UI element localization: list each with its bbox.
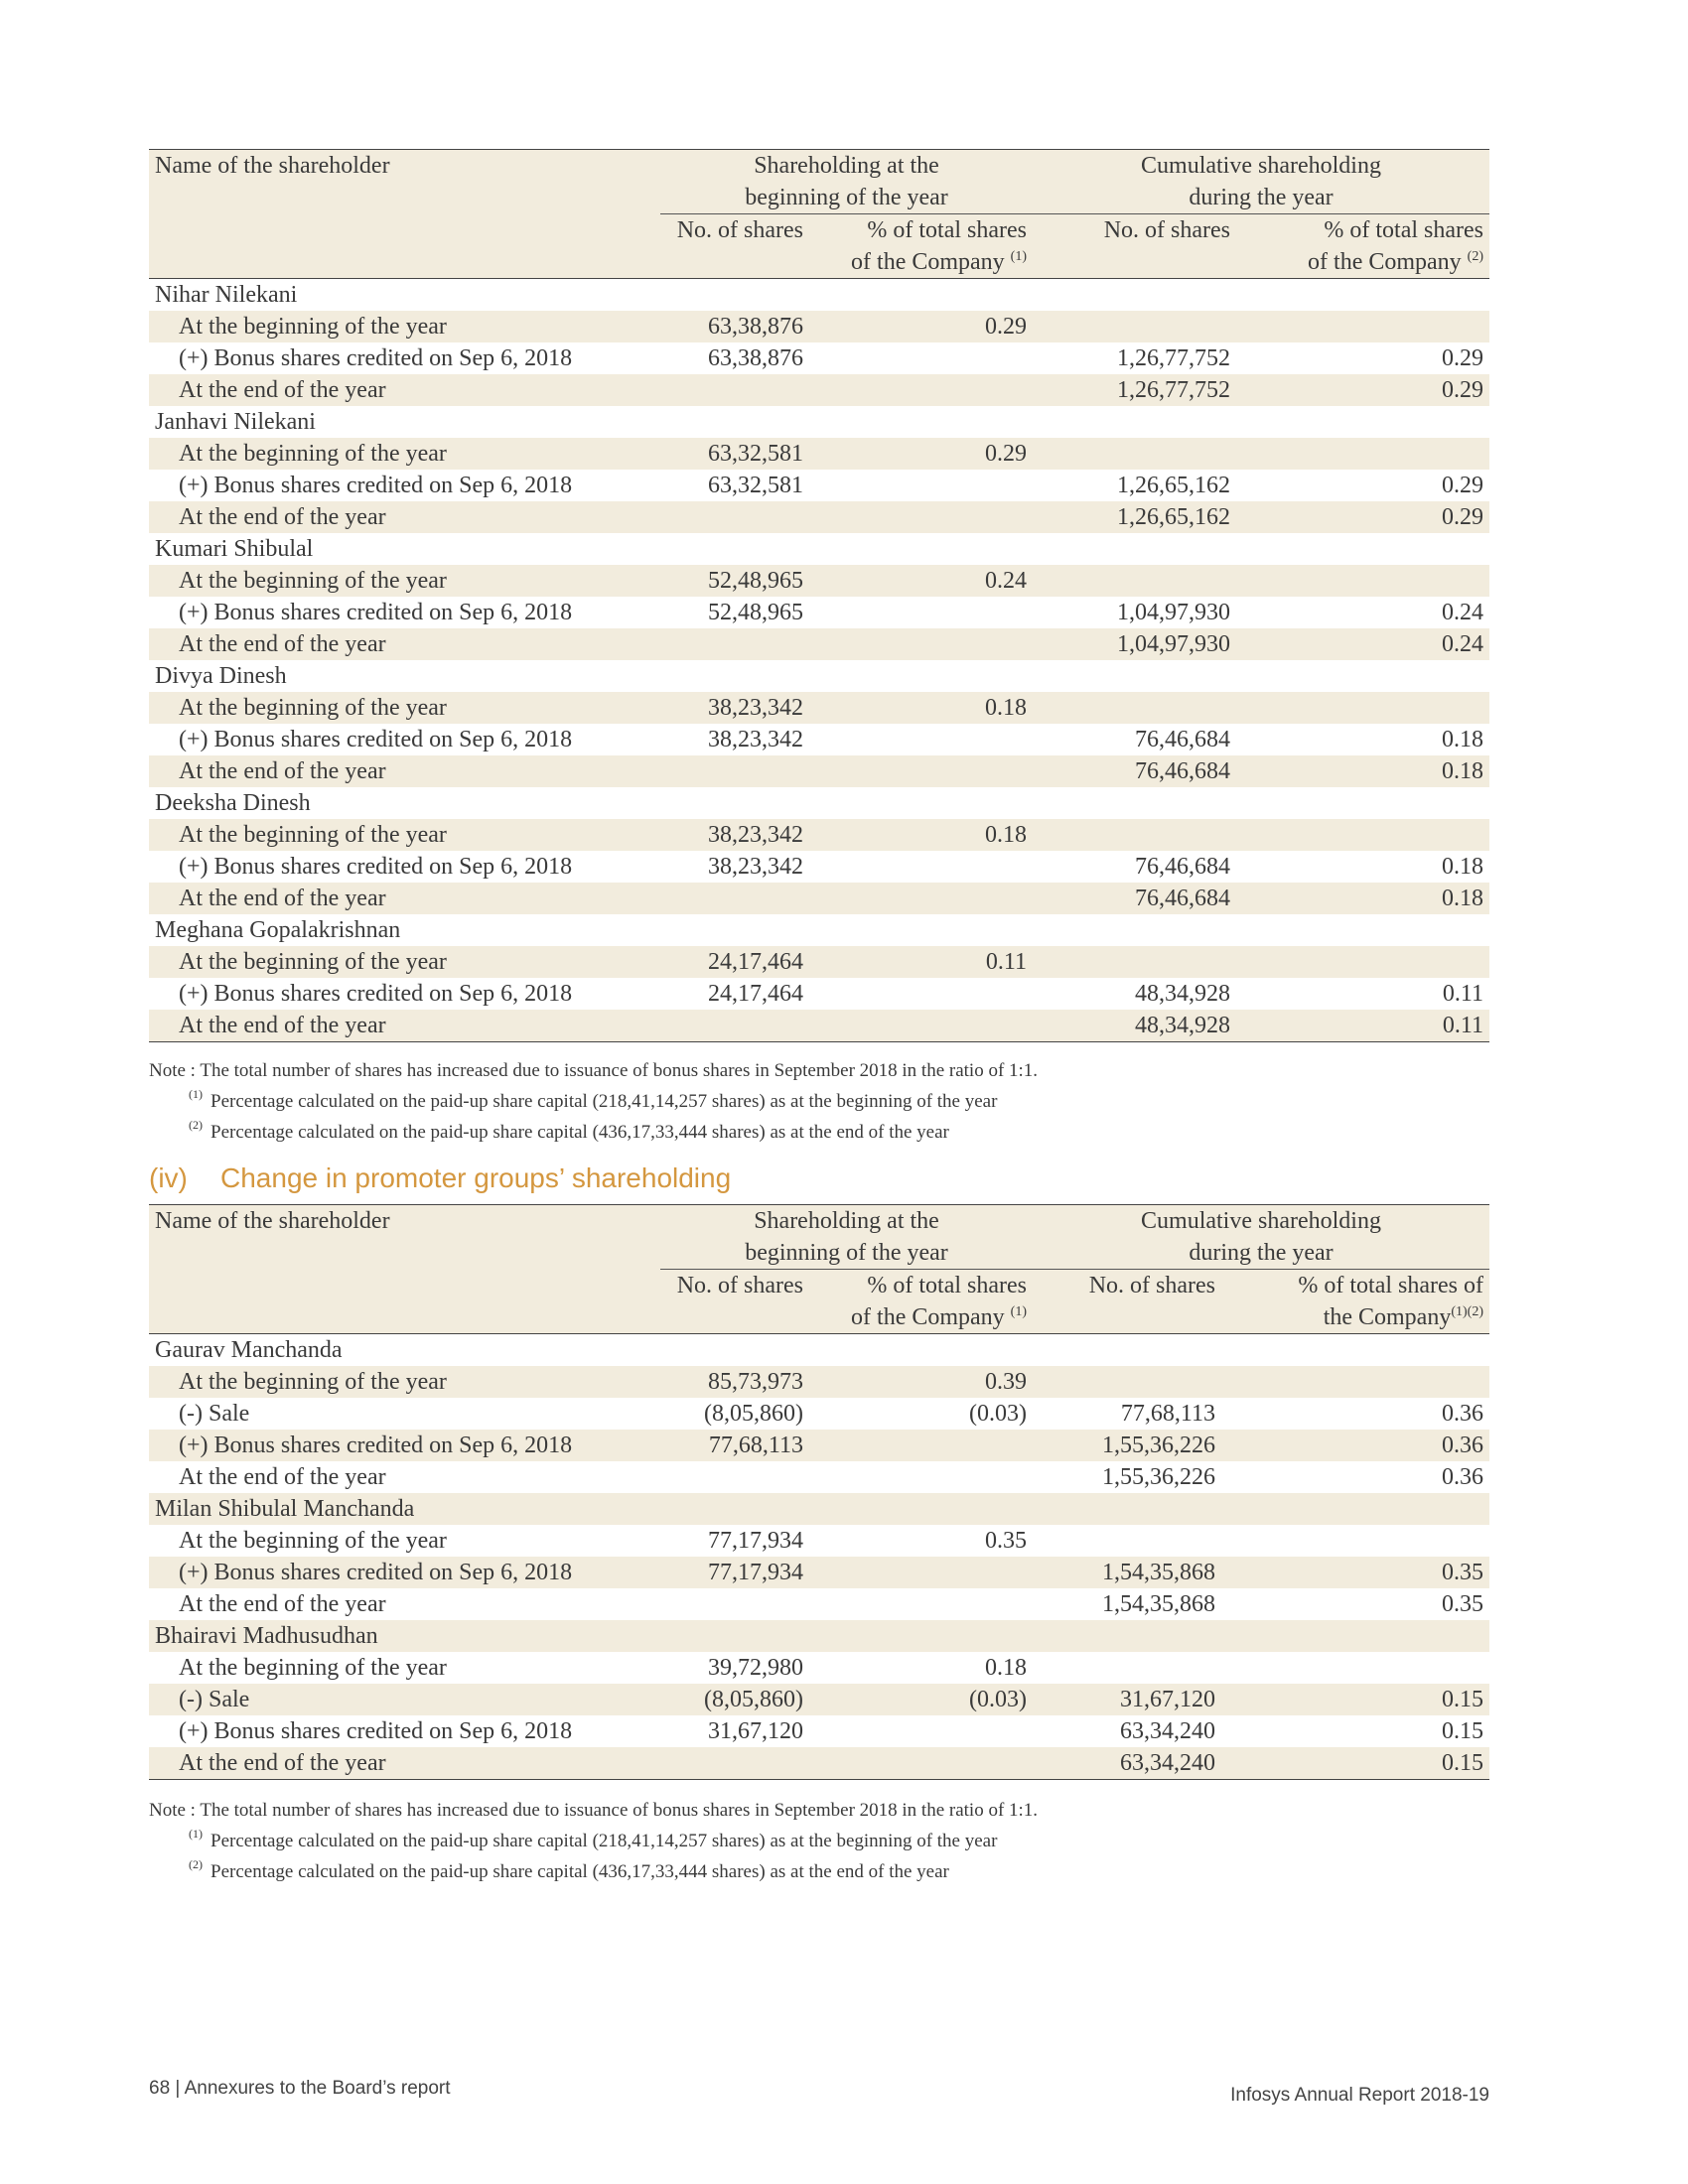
cell-pct-total-shares <box>809 628 1033 660</box>
row-label: At the beginning of the year <box>179 1528 447 1554</box>
cell-cum-no-of-shares <box>1033 1652 1221 1684</box>
cell-cum-pct-total-shares <box>1236 279 1489 312</box>
table-row <box>149 692 1489 724</box>
cell-pct-total-shares <box>809 1620 1033 1652</box>
note-footnote-1: $^{(1)}$ Percentage calculated on the paid-up share capital (218,41,14,257 shares) as at the beginning of the year <box>189 1087 998 1112</box>
header-no-of-shares: No. of shares <box>660 214 809 279</box>
table-row <box>149 1398 1489 1430</box>
shareholder-name: Milan Shibulal Manchanda <box>149 1493 660 1525</box>
cell-cum-pct-total-shares: 0.35 <box>1442 1591 1483 1617</box>
row-label: At the end of the year <box>149 883 660 914</box>
cell-no-of-shares <box>660 1620 809 1652</box>
header-pct-total-shares: % of total shares of the Company $^{(1)}$ <box>809 214 1033 279</box>
cell-cum-pct-total-shares <box>1221 1620 1489 1652</box>
cell-pct-total-shares <box>809 1334 1033 1367</box>
cell-cum-pct-total-shares <box>1236 311 1489 342</box>
cell-cum-pct-total-shares: 0.18 <box>1236 883 1489 914</box>
cell-no-of-shares: 52,48,965 <box>708 600 803 625</box>
row-label: At the beginning of the year <box>149 946 660 978</box>
cell-pct-total-shares: 0.18 <box>809 819 1033 851</box>
table-row <box>149 470 1489 501</box>
cell-cum-no-of-shares: 1,55,36,226 <box>1033 1430 1221 1461</box>
row-label: At the end of the year <box>149 374 660 406</box>
table-row <box>149 819 1489 851</box>
cell-pct-total-shares <box>809 1430 1033 1461</box>
cell-pct-total-shares: (0.03) <box>809 1684 1033 1715</box>
table-row <box>149 1010 1489 1042</box>
cell-pct-total-shares: 0.24 <box>809 565 1033 597</box>
cell-cum-no-of-shares <box>1033 279 1236 312</box>
cell-no-of-shares: 38,23,342 <box>708 727 803 752</box>
table1-note <box>149 1055 1038 1148</box>
shareholder-name: Nihar Nilekani <box>155 282 298 308</box>
cell-pct-total-shares <box>809 978 1033 1010</box>
cell-no-of-shares <box>660 787 809 819</box>
table-row <box>149 946 1489 978</box>
table-row <box>149 724 1489 755</box>
note-main: Note : The total number of shares has increased due to issuance of bonus shares in September 2018 in the ratio of 1:1. <box>149 1060 1039 1081</box>
cell-no-of-shares: 31,67,120 <box>708 1718 803 1744</box>
cell-pct-total-shares: 0.29 <box>809 311 1033 342</box>
row-label: At the beginning of the year <box>149 311 660 342</box>
cell-no-of-shares <box>660 660 809 692</box>
cell-cum-no-of-shares: 1,54,35,868 <box>1033 1557 1221 1588</box>
cell-cum-pct-total-shares <box>1236 819 1489 851</box>
cell-cum-pct-total-shares <box>1221 1366 1489 1398</box>
cell-cum-pct-total-shares: 0.24 <box>1442 600 1483 625</box>
header-pct-total-shares: % of total shares of the Company $^{(1)}$ <box>809 1270 1033 1334</box>
cell-no-of-shares: 85,73,973 <box>660 1366 809 1398</box>
cell-pct-total-shares <box>809 1557 1033 1588</box>
cell-pct-total-shares <box>809 1588 1033 1620</box>
row-label: At the beginning of the year <box>149 565 660 597</box>
cell-cum-pct-total-shares <box>1236 533 1489 565</box>
cell-cum-pct-total-shares <box>1236 438 1489 470</box>
cell-cum-no-of-shares: 76,46,684 <box>1033 755 1236 787</box>
row-label: (+) Bonus shares credited on Sep 6, 2018 <box>149 1557 660 1588</box>
header-name: Name of the shareholder <box>149 1205 660 1270</box>
cell-no-of-shares <box>660 1334 809 1367</box>
cell-no-of-shares: 52,48,965 <box>660 565 809 597</box>
cell-cum-pct-total-shares: 0.29 <box>1442 473 1483 498</box>
table-row <box>149 628 1489 660</box>
cell-cum-pct-total-shares <box>1236 565 1489 597</box>
cell-cum-pct-total-shares <box>1221 1493 1489 1525</box>
footer-report-title: Infosys Annual Report 2018-19 <box>1230 2085 1489 2106</box>
cell-pct-total-shares <box>809 724 1033 755</box>
cell-cum-no-of-shares <box>1033 946 1236 978</box>
cell-pct-total-shares <box>809 1461 1033 1493</box>
cell-no-of-shares: (8,05,860) <box>660 1684 809 1715</box>
table-row <box>149 1588 1489 1620</box>
cell-cum-no-of-shares <box>1033 1493 1221 1525</box>
row-label: (+) Bonus shares credited on Sep 6, 2018 <box>179 727 573 752</box>
row-label: (+) Bonus shares credited on Sep 6, 2018 <box>179 345 573 371</box>
shareholder-name: Kumari Shibulal <box>155 536 314 562</box>
shareholder-name: Gaurav Manchanda <box>155 1337 343 1363</box>
cell-cum-no-of-shares <box>1033 914 1236 946</box>
cell-no-of-shares <box>660 1010 809 1042</box>
cell-pct-total-shares <box>809 501 1033 533</box>
header-cum-pct-total-shares: % of total shares of the Company$^{(1)(2)}$ <box>1221 1270 1489 1334</box>
section-number: (iv) <box>149 1162 188 1193</box>
shareholder-name: Divya Dinesh <box>155 663 287 689</box>
cell-cum-pct-total-shares <box>1236 914 1489 946</box>
table-row <box>149 1430 1489 1461</box>
cell-pct-total-shares: (0.03) <box>969 1401 1027 1427</box>
cell-cum-no-of-shares <box>1033 438 1236 470</box>
cell-cum-pct-total-shares <box>1221 1334 1489 1367</box>
cell-no-of-shares <box>660 628 809 660</box>
cell-no-of-shares: 63,38,876 <box>708 345 803 371</box>
cell-no-of-shares: 38,23,342 <box>660 692 809 724</box>
table-row <box>149 883 1489 914</box>
cell-cum-pct-total-shares: 0.36 <box>1442 1401 1483 1427</box>
row-label: At the beginning of the year <box>149 819 660 851</box>
cell-no-of-shares <box>660 501 809 533</box>
cell-cum-pct-total-shares: 0.18 <box>1236 755 1489 787</box>
header-beginning-group: Shareholding at the beginning of the year <box>660 1205 1033 1270</box>
row-label: (+) Bonus shares credited on Sep 6, 2018 <box>149 1430 660 1461</box>
row-label: At the beginning of the year <box>149 692 660 724</box>
table-row <box>149 1747 1489 1780</box>
row-label: At the end of the year <box>179 1464 386 1490</box>
cell-cum-no-of-shares: 31,67,120 <box>1033 1684 1221 1715</box>
cell-pct-total-shares <box>809 533 1033 565</box>
cell-pct-total-shares: 0.39 <box>809 1366 1033 1398</box>
cell-cum-no-of-shares: 1,26,65,162 <box>1117 473 1230 498</box>
cell-pct-total-shares <box>809 374 1033 406</box>
cell-no-of-shares: 77,17,934 <box>708 1528 803 1554</box>
row-label: At the end of the year <box>149 1747 660 1780</box>
cell-cum-pct-total-shares <box>1236 946 1489 978</box>
cell-pct-total-shares <box>809 470 1033 501</box>
cell-cum-pct-total-shares: 0.15 <box>1221 1684 1489 1715</box>
cell-pct-total-shares: 0.18 <box>809 692 1033 724</box>
cell-pct-total-shares <box>809 787 1033 819</box>
table-row <box>149 1684 1489 1715</box>
shareholder-name: Janhavi Nilekani <box>155 409 316 435</box>
cell-no-of-shares <box>660 374 809 406</box>
shareholder-name: Meghana Gopalakrishnan <box>155 917 401 943</box>
cell-pct-total-shares: 0.11 <box>809 946 1033 978</box>
cell-cum-pct-total-shares: 0.36 <box>1221 1430 1489 1461</box>
table-row <box>149 1525 1489 1557</box>
cell-pct-total-shares: 0.18 <box>985 1655 1027 1681</box>
header-no-of-shares: No. of shares <box>660 1270 809 1334</box>
cell-no-of-shares <box>660 1493 809 1525</box>
cell-pct-total-shares <box>809 883 1033 914</box>
row-label: (-) Sale <box>149 1684 660 1715</box>
cell-no-of-shares: 24,17,464 <box>708 981 803 1007</box>
table-row <box>149 978 1489 1010</box>
cell-cum-no-of-shares: 76,46,684 <box>1033 883 1236 914</box>
row-label: (+) Bonus shares credited on Sep 6, 2018 <box>179 854 573 880</box>
table-row <box>149 914 1489 946</box>
cell-pct-total-shares: 0.35 <box>985 1528 1027 1554</box>
cell-no-of-shares <box>660 1747 809 1780</box>
cell-no-of-shares <box>660 914 809 946</box>
table-row <box>149 787 1489 819</box>
section-title: Change in promoter groups’ shareholding <box>220 1162 732 1193</box>
cell-pct-total-shares <box>809 597 1033 628</box>
cell-cum-no-of-shares: 1,26,77,752 <box>1117 345 1230 371</box>
row-label: (+) Bonus shares credited on Sep 6, 2018 <box>179 981 573 1007</box>
table-row <box>149 406 1489 438</box>
table-row <box>149 1366 1489 1398</box>
table2-note <box>149 1795 1038 1887</box>
row-label: (+) Bonus shares credited on Sep 6, 2018 <box>179 473 573 498</box>
cell-cum-pct-total-shares: 0.18 <box>1442 727 1483 752</box>
note-footnote-2: $^{(2)}$ Percentage calculated on the paid-up share capital (436,17,33,444 shares) as at the end of the year <box>189 1857 949 1882</box>
cell-pct-total-shares <box>809 1747 1033 1780</box>
table-row <box>149 1652 1489 1684</box>
row-label: At the end of the year <box>149 501 660 533</box>
table-row <box>149 1461 1489 1493</box>
table-row <box>149 1493 1489 1525</box>
cell-cum-no-of-shares: 1,04,97,930 <box>1117 600 1230 625</box>
cell-pct-total-shares <box>809 342 1033 374</box>
cell-cum-pct-total-shares: 0.15 <box>1442 1718 1483 1744</box>
cell-pct-total-shares <box>809 406 1033 438</box>
cell-cum-no-of-shares <box>1033 660 1236 692</box>
table-row <box>149 565 1489 597</box>
cell-pct-total-shares <box>809 755 1033 787</box>
header-beginning-group: Shareholding at the beginning of the year <box>660 150 1033 214</box>
cell-cum-no-of-shares <box>1033 565 1236 597</box>
cell-cum-pct-total-shares: 0.24 <box>1236 628 1489 660</box>
cell-no-of-shares: 77,17,934 <box>660 1557 809 1588</box>
table-row <box>149 755 1489 787</box>
shareholder-name: Deeksha Dinesh <box>155 790 311 816</box>
note-footnote-1: $^{(1)}$ Percentage calculated on the paid-up share capital (218,41,14,257 shares) as at the beginning of the year <box>189 1827 998 1851</box>
cell-no-of-shares <box>660 755 809 787</box>
cell-cum-no-of-shares: 63,34,240 <box>1033 1747 1221 1780</box>
cell-cum-pct-total-shares <box>1236 692 1489 724</box>
row-label: At the end of the year <box>149 1010 660 1042</box>
table-row <box>149 342 1489 374</box>
cell-cum-no-of-shares <box>1033 819 1236 851</box>
cell-cum-no-of-shares <box>1033 406 1236 438</box>
cell-cum-pct-total-shares: 0.35 <box>1221 1557 1489 1588</box>
cell-pct-total-shares <box>809 914 1033 946</box>
cell-cum-no-of-shares: 76,46,684 <box>1135 727 1230 752</box>
cell-cum-pct-total-shares: 0.18 <box>1442 854 1483 880</box>
cell-cum-no-of-shares <box>1033 1525 1221 1557</box>
header-name: Name of the shareholder <box>149 150 660 214</box>
cell-no-of-shares: 63,38,876 <box>660 311 809 342</box>
cell-cum-no-of-shares: 1,04,97,930 <box>1033 628 1236 660</box>
cell-cum-pct-total-shares: 0.11 <box>1442 981 1483 1007</box>
footer-page-label: 68 | Annexures to the Board’s report <box>149 2078 451 2099</box>
cell-cum-no-of-shares: 63,34,240 <box>1120 1718 1215 1744</box>
section-heading <box>149 1161 731 1195</box>
cell-cum-no-of-shares: 1,55,36,226 <box>1102 1464 1215 1490</box>
cell-cum-no-of-shares <box>1033 1620 1221 1652</box>
header-cum-pct-total-shares: % of total shares of the Company $^{(2)}$ <box>1236 214 1489 279</box>
cell-cum-no-of-shares <box>1033 533 1236 565</box>
cell-cum-no-of-shares: 48,34,928 <box>1135 981 1230 1007</box>
header-cum-no-of-shares: No. of shares <box>1033 214 1236 279</box>
row-label: At the end of the year <box>149 755 660 787</box>
cell-cum-pct-total-shares <box>1236 787 1489 819</box>
row-label: (+) Bonus shares credited on Sep 6, 2018 <box>179 600 573 625</box>
row-label: At the beginning of the year <box>179 1655 447 1681</box>
table-row <box>149 438 1489 470</box>
table-row <box>149 1334 1489 1367</box>
cell-cum-no-of-shares: 76,46,684 <box>1135 854 1230 880</box>
header-cumulative-group: Cumulative shareholding during the year <box>1033 1205 1489 1270</box>
cell-no-of-shares: (8,05,860) <box>704 1401 803 1427</box>
cell-cum-no-of-shares: 48,34,928 <box>1033 1010 1236 1042</box>
table-row <box>149 311 1489 342</box>
cell-cum-no-of-shares: 1,26,77,752 <box>1033 374 1236 406</box>
row-label: (+) Bonus shares credited on Sep 6, 2018 <box>179 1718 573 1744</box>
header-cum-no-of-shares: No. of shares <box>1033 1270 1221 1334</box>
cell-no-of-shares <box>660 406 809 438</box>
table-row <box>149 1557 1489 1588</box>
cell-pct-total-shares <box>809 1715 1033 1747</box>
cell-cum-pct-total-shares: 0.29 <box>1236 501 1489 533</box>
cell-cum-pct-total-shares <box>1236 660 1489 692</box>
cell-cum-no-of-shares <box>1033 311 1236 342</box>
row-label: At the end of the year <box>149 628 660 660</box>
cell-cum-pct-total-shares <box>1236 406 1489 438</box>
cell-cum-no-of-shares: 1,26,65,162 <box>1033 501 1236 533</box>
cell-no-of-shares <box>660 533 809 565</box>
table-row <box>149 374 1489 406</box>
cell-no-of-shares: 63,32,581 <box>660 438 809 470</box>
cell-cum-pct-total-shares: 0.15 <box>1221 1747 1489 1780</box>
table-row <box>149 1620 1489 1652</box>
cell-cum-no-of-shares <box>1033 1334 1221 1367</box>
row-label: At the beginning of the year <box>149 1366 660 1398</box>
cell-no-of-shares: 39,72,980 <box>708 1655 803 1681</box>
cell-pct-total-shares <box>809 851 1033 883</box>
table-row <box>149 1715 1489 1747</box>
cell-cum-pct-total-shares <box>1221 1525 1489 1557</box>
table-row <box>149 501 1489 533</box>
row-label: At the end of the year <box>179 1591 386 1617</box>
cell-cum-pct-total-shares: 0.29 <box>1236 374 1489 406</box>
cell-no-of-shares: 63,32,581 <box>708 473 803 498</box>
cell-no-of-shares: 38,23,342 <box>708 854 803 880</box>
table-row <box>149 597 1489 628</box>
cell-cum-no-of-shares <box>1033 787 1236 819</box>
cell-no-of-shares <box>660 1461 809 1493</box>
table-row <box>149 660 1489 692</box>
cell-cum-pct-total-shares: 0.36 <box>1442 1464 1483 1490</box>
table-row <box>149 533 1489 565</box>
cell-pct-total-shares <box>809 279 1033 312</box>
cell-no-of-shares: 77,68,113 <box>660 1430 809 1461</box>
table-row <box>149 851 1489 883</box>
row-label: At the beginning of the year <box>149 438 660 470</box>
cell-no-of-shares: 24,17,464 <box>660 946 809 978</box>
cell-cum-pct-total-shares <box>1221 1652 1489 1684</box>
note-main: Note : The total number of shares has increased due to issuance of bonus shares in September 2018 in the ratio of 1:1. <box>149 1800 1039 1821</box>
cell-no-of-shares <box>660 883 809 914</box>
cell-pct-total-shares <box>809 1493 1033 1525</box>
cell-pct-total-shares <box>809 1010 1033 1042</box>
header-cumulative-group: Cumulative shareholding during the year <box>1033 150 1489 214</box>
cell-no-of-shares <box>660 1588 809 1620</box>
cell-cum-no-of-shares <box>1033 692 1236 724</box>
note-footnote-2: $^{(2)}$ Percentage calculated on the paid-up share capital (436,17,33,444 shares) as at the end of the year <box>189 1118 949 1143</box>
cell-no-of-shares <box>660 279 809 312</box>
cell-cum-no-of-shares <box>1033 1366 1221 1398</box>
cell-cum-pct-total-shares: 0.29 <box>1442 345 1483 371</box>
cell-pct-total-shares: 0.29 <box>809 438 1033 470</box>
shareholding-table-1 <box>149 149 1489 1042</box>
promoter-group-shareholding-table <box>149 1204 1489 1780</box>
cell-cum-pct-total-shares: 0.11 <box>1236 1010 1489 1042</box>
cell-pct-total-shares <box>809 660 1033 692</box>
cell-cum-no-of-shares: 1,54,35,868 <box>1102 1591 1215 1617</box>
shareholder-name: Bhairavi Madhusudhan <box>149 1620 660 1652</box>
cell-no-of-shares: 38,23,342 <box>660 819 809 851</box>
row-label: (-) Sale <box>179 1401 250 1427</box>
table-row <box>149 279 1489 312</box>
cell-cum-no-of-shares: 77,68,113 <box>1120 1401 1215 1427</box>
